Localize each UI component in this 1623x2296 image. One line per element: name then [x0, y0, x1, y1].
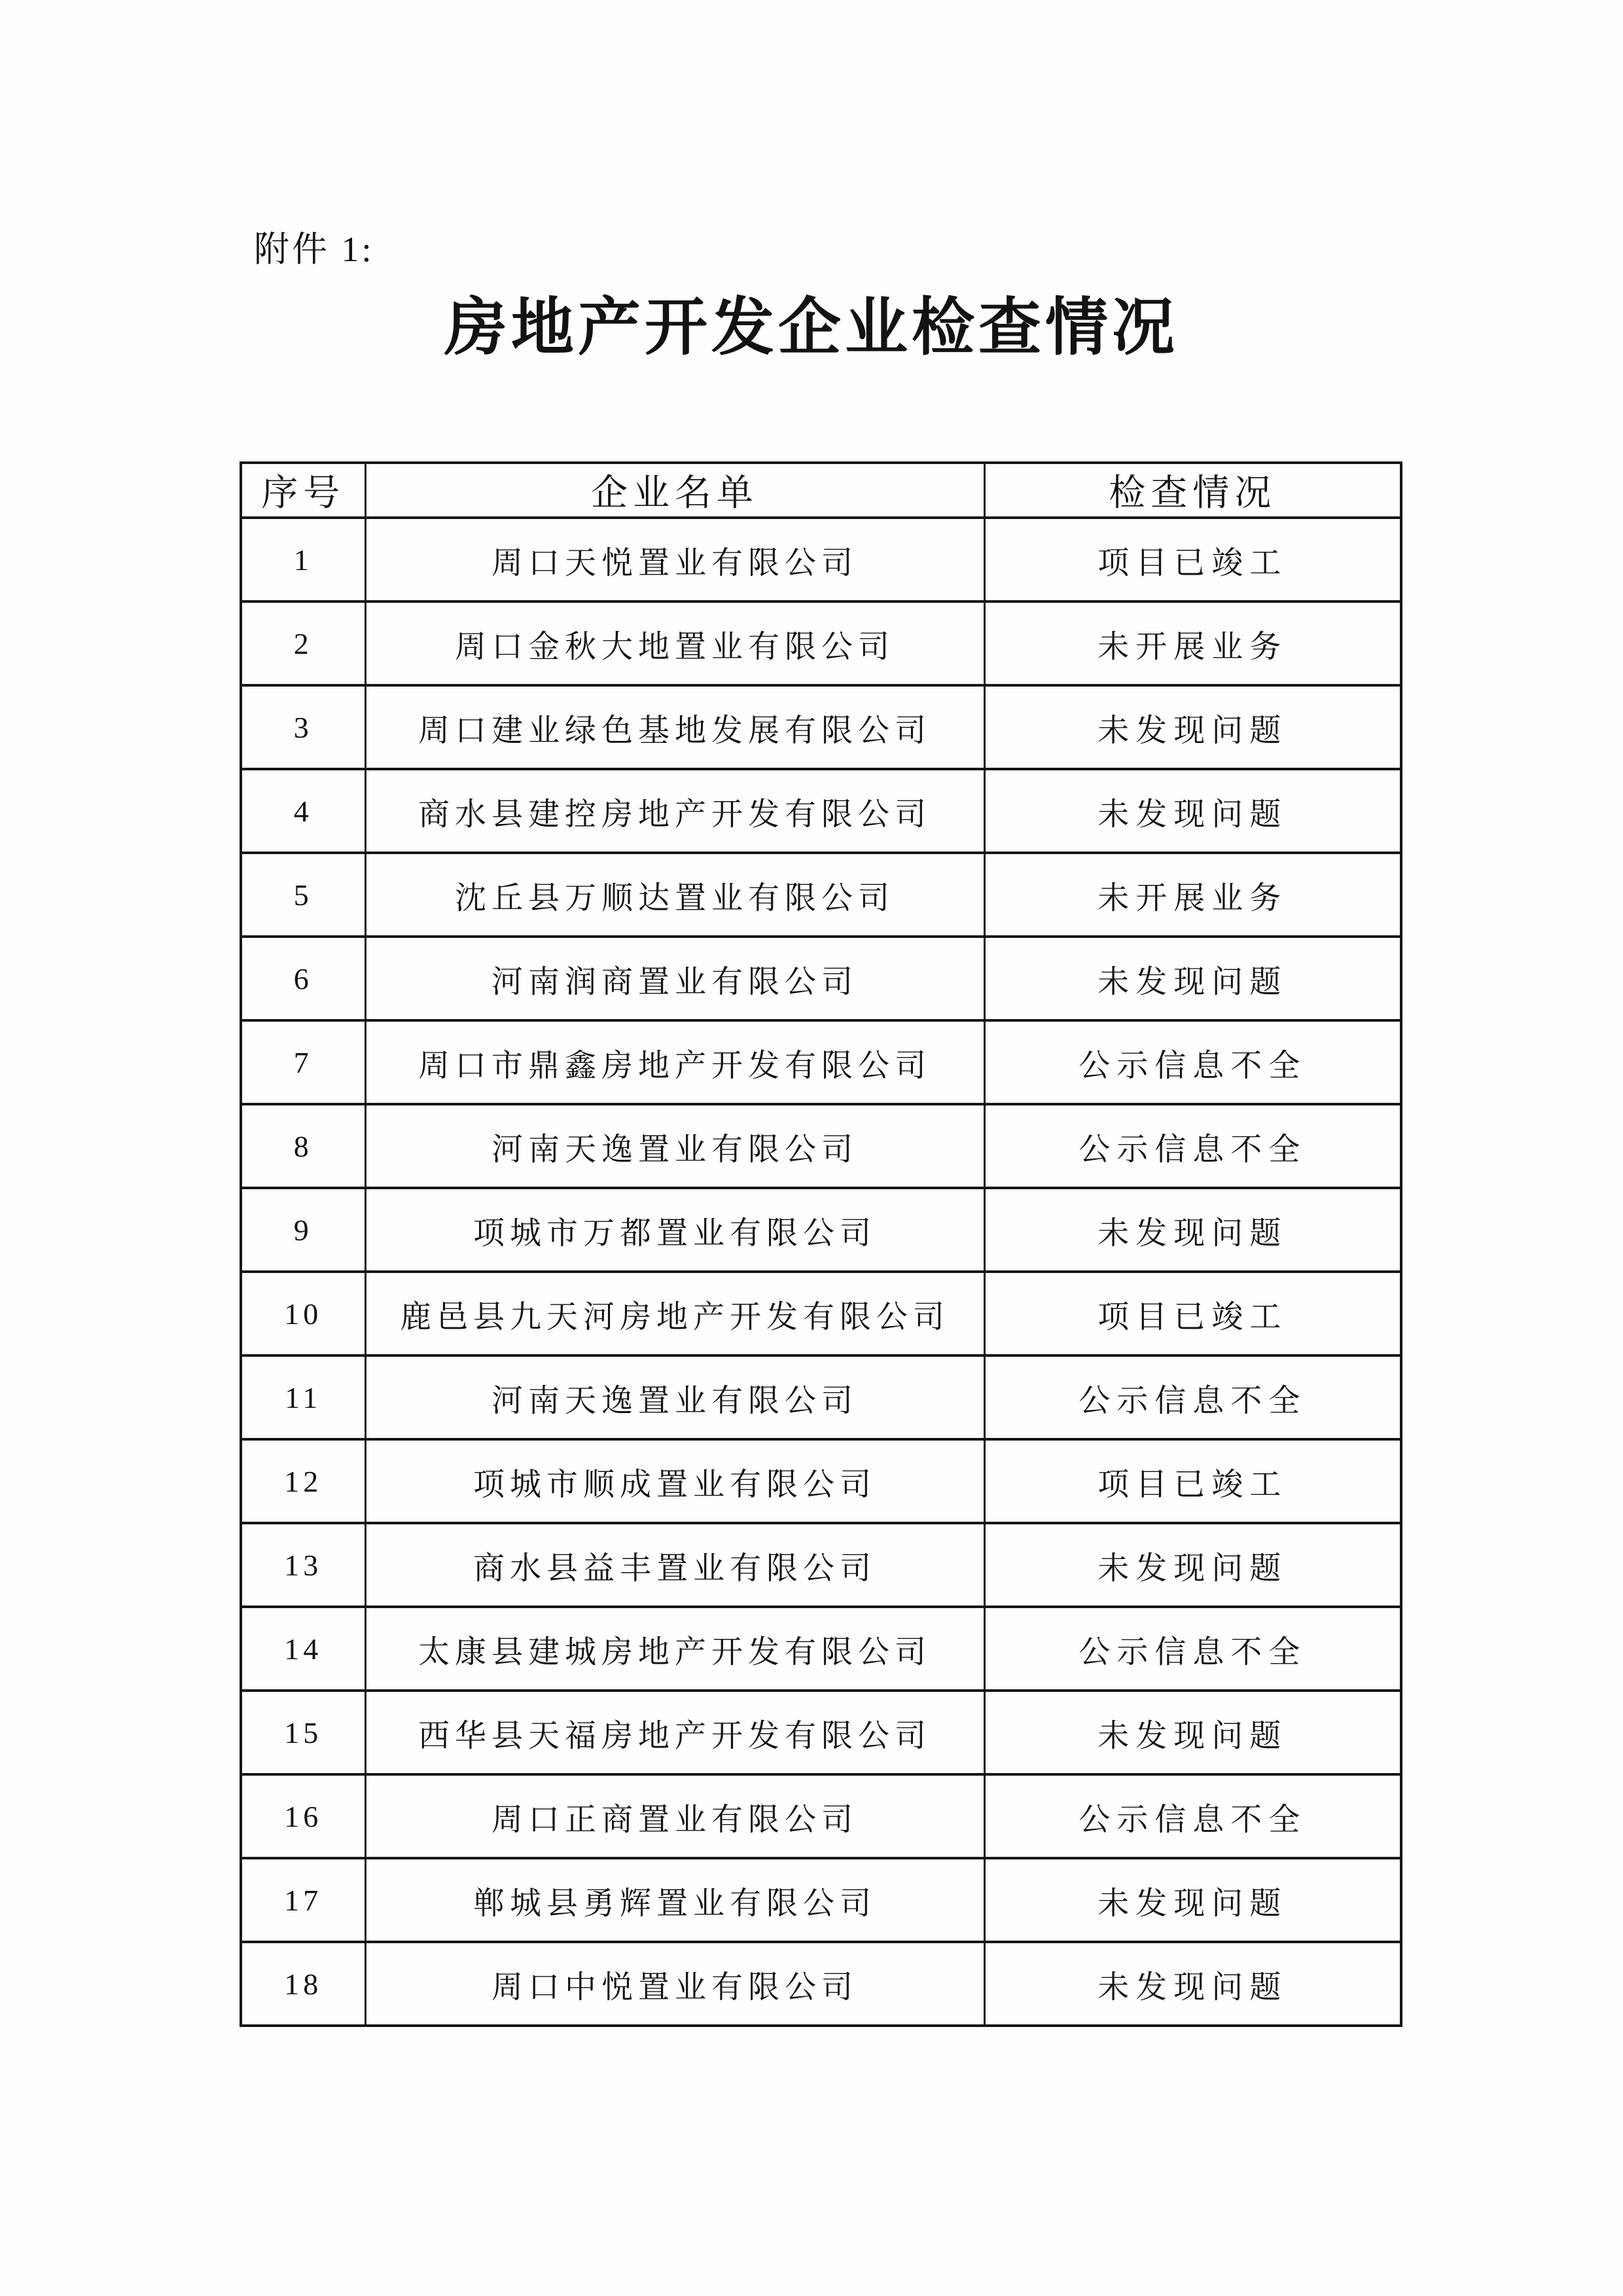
- cell-company-name: 商水县建控房地产开发有限公司: [365, 769, 984, 853]
- header-row: [241, 463, 1401, 518]
- cell-company-name: 周口正商置业有限公司: [365, 1774, 984, 1858]
- cell-company-name: 河南润商置业有限公司: [365, 937, 984, 1020]
- table-row: [241, 1607, 1401, 1691]
- page-title: 房地产开发企业检查情况: [444, 293, 1179, 363]
- table-row: [241, 1858, 1401, 1942]
- cell-company-name: 项城市顺成置业有限公司: [365, 1439, 984, 1523]
- cell-serial-number: 7: [241, 1020, 365, 1104]
- cell-inspection-status: 项目已竣工: [984, 518, 1401, 601]
- table-row: [241, 1942, 1401, 2026]
- cell-inspection-status: 未开展业务: [984, 601, 1401, 685]
- cell-inspection-status: 未发现问题: [984, 1858, 1401, 1942]
- cell-inspection-status: 未发现问题: [984, 1691, 1401, 1774]
- cell-serial-number: 6: [241, 937, 365, 1020]
- cell-serial-number: 8: [241, 1104, 365, 1188]
- cell-inspection-status: 项目已竣工: [984, 1439, 1401, 1523]
- cell-inspection-status: 公示信息不全: [984, 1104, 1401, 1188]
- table-row: [241, 685, 1401, 769]
- cell-company-name: 项城市万都置业有限公司: [365, 1188, 984, 1272]
- cell-serial-number: 9: [241, 1188, 365, 1272]
- cell-company-name: 周口建业绿色基地发展有限公司: [365, 685, 984, 769]
- cell-company-name: 河南天逸置业有限公司: [365, 1355, 984, 1439]
- cell-serial-number: 15: [241, 1691, 365, 1774]
- cell-serial-number: 5: [241, 853, 365, 937]
- cell-serial-number: 12: [241, 1439, 365, 1523]
- table-row: [241, 937, 1401, 1020]
- cell-serial-number: 4: [241, 769, 365, 853]
- table-row: [241, 1523, 1401, 1607]
- table-row: [241, 769, 1401, 853]
- table-header: [241, 463, 1401, 518]
- cell-serial-number: 14: [241, 1607, 365, 1691]
- table-row: [241, 1691, 1401, 1774]
- cell-inspection-status: 公示信息不全: [984, 1607, 1401, 1691]
- cell-inspection-status: 未发现问题: [984, 1523, 1401, 1607]
- column-header-no: 序号: [241, 463, 365, 518]
- cell-company-name: 鹿邑县九天河房地产开发有限公司: [365, 1272, 984, 1355]
- cell-serial-number: 2: [241, 601, 365, 685]
- table-row: [241, 853, 1401, 937]
- cell-inspection-status: 公示信息不全: [984, 1774, 1401, 1858]
- cell-inspection-status: 未发现问题: [984, 937, 1401, 1020]
- cell-inspection-status: 未发现问题: [984, 685, 1401, 769]
- cell-company-name: 太康县建城房地产开发有限公司: [365, 1607, 984, 1691]
- cell-inspection-status: 未发现问题: [984, 1188, 1401, 1272]
- attachment-label: 附件 1:: [254, 230, 374, 269]
- cell-serial-number: 10: [241, 1272, 365, 1355]
- cell-inspection-status: 项目已竣工: [984, 1272, 1401, 1355]
- cell-inspection-status: 未发现问题: [984, 1942, 1401, 2026]
- table-row: [241, 1774, 1401, 1858]
- table-row: [241, 1272, 1401, 1355]
- table-body: [241, 518, 1401, 2026]
- cell-company-name: 河南天逸置业有限公司: [365, 1104, 984, 1188]
- cell-serial-number: 13: [241, 1523, 365, 1607]
- table-row: [241, 601, 1401, 685]
- inspection-table: [240, 461, 1402, 2027]
- cell-company-name: 商水县益丰置业有限公司: [365, 1523, 984, 1607]
- cell-company-name: 周口中悦置业有限公司: [365, 1942, 984, 2026]
- table-row: [241, 1355, 1401, 1439]
- cell-company-name: 西华县天福房地产开发有限公司: [365, 1691, 984, 1774]
- table-row: [241, 1020, 1401, 1104]
- table-row: [241, 1104, 1401, 1188]
- column-header-status: 检查情况: [984, 463, 1401, 518]
- table-row: [241, 518, 1401, 601]
- cell-serial-number: 17: [241, 1858, 365, 1942]
- cell-inspection-status: 公示信息不全: [984, 1355, 1401, 1439]
- cell-inspection-status: 未发现问题: [984, 769, 1401, 853]
- cell-serial-number: 3: [241, 685, 365, 769]
- cell-company-name: 周口金秋大地置业有限公司: [365, 601, 984, 685]
- cell-company-name: 周口天悦置业有限公司: [365, 518, 984, 601]
- column-header-company: 企业名单: [365, 463, 984, 518]
- cell-serial-number: 11: [241, 1355, 365, 1439]
- cell-inspection-status: 公示信息不全: [984, 1020, 1401, 1104]
- cell-serial-number: 18: [241, 1942, 365, 2026]
- cell-company-name: 沈丘县万顺达置业有限公司: [365, 853, 984, 937]
- table-row: [241, 1439, 1401, 1523]
- cell-company-name: 周口市鼎鑫房地产开发有限公司: [365, 1020, 984, 1104]
- cell-company-name: 郸城县勇辉置业有限公司: [365, 1858, 984, 1942]
- cell-serial-number: 1: [241, 518, 365, 601]
- table-row: [241, 1188, 1401, 1272]
- cell-serial-number: 16: [241, 1774, 365, 1858]
- cell-inspection-status: 未开展业务: [984, 853, 1401, 937]
